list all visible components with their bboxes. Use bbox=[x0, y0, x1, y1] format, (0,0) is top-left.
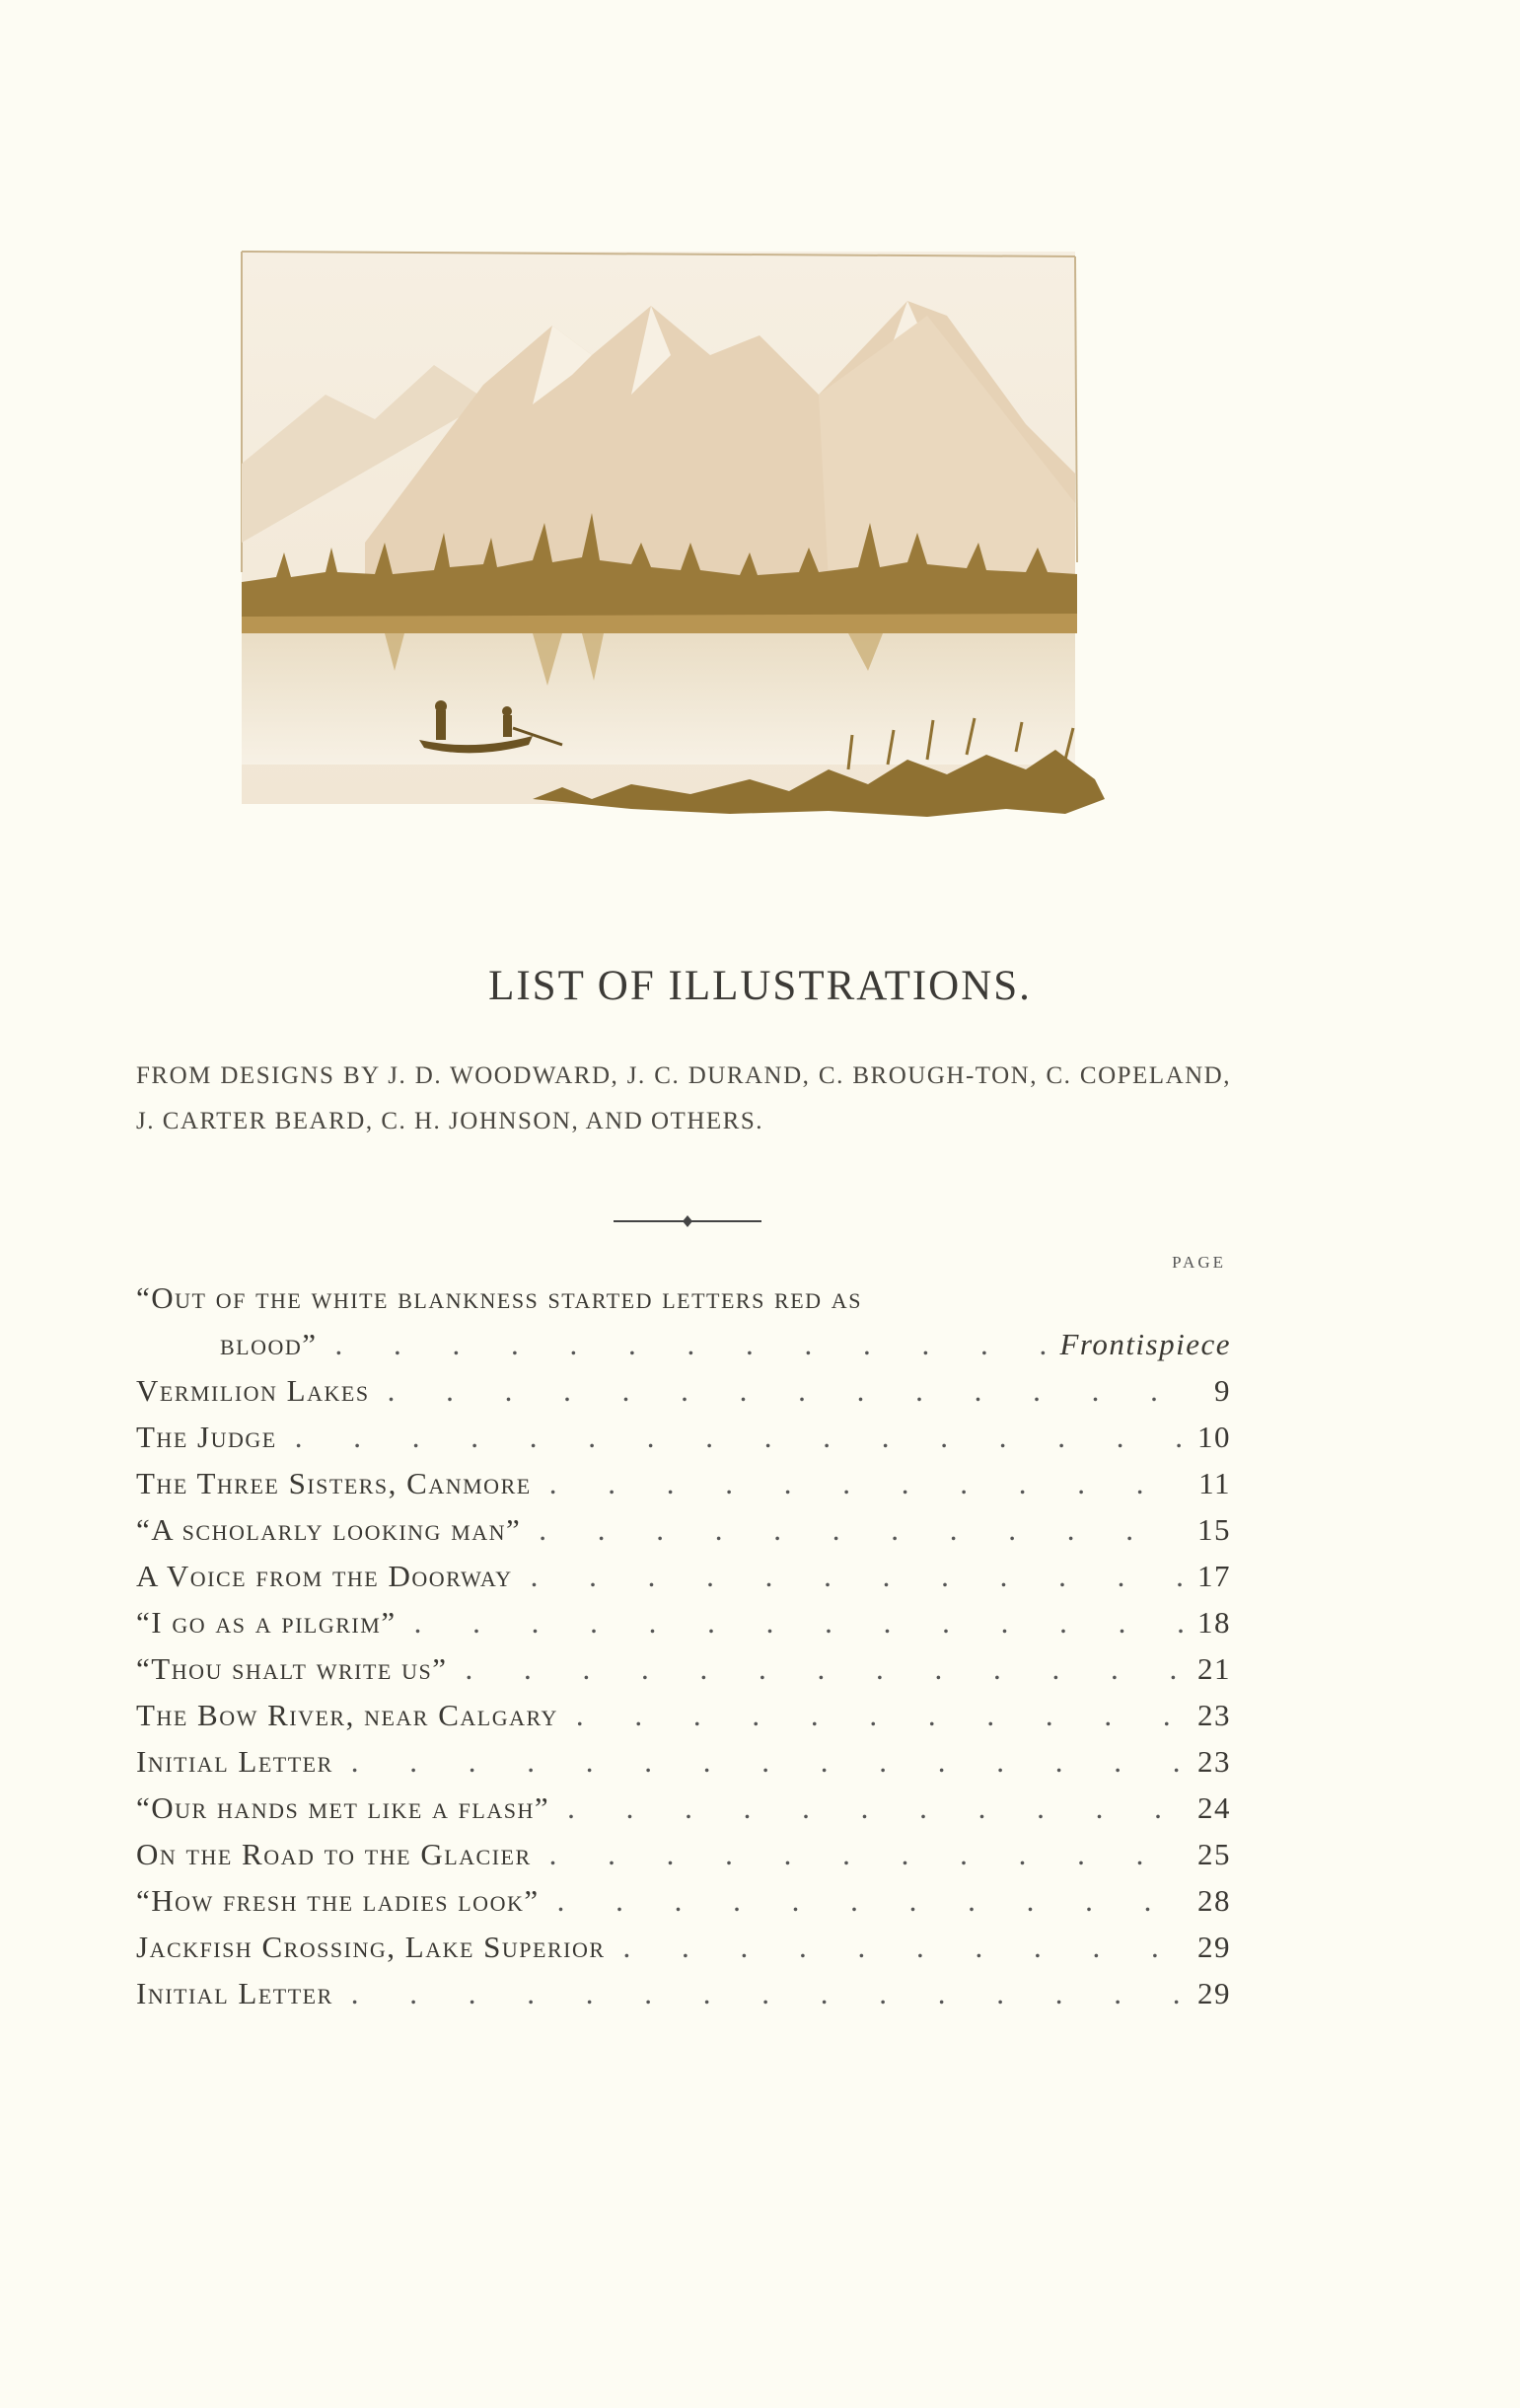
leader-dots bbox=[549, 1837, 1184, 1872]
page-title: LIST OF ILLUSTRATIONS. bbox=[488, 963, 1032, 1009]
list-entry bbox=[136, 1373, 1231, 1420]
list-entry bbox=[136, 1698, 1231, 1744]
illustrations-list bbox=[136, 1280, 1231, 2022]
leader-dots bbox=[557, 1883, 1184, 1919]
list-entry bbox=[136, 1327, 1231, 1373]
entry-page: 9 bbox=[1214, 1373, 1231, 1408]
list-entry bbox=[136, 1744, 1231, 1790]
entry-title: “Out of the white blankness started letters red as bbox=[136, 1280, 862, 1315]
leader-dots bbox=[539, 1512, 1184, 1548]
leader-dots bbox=[335, 1327, 1047, 1362]
entry-title: Initial Letter bbox=[136, 1744, 333, 1779]
entry-page: 11 bbox=[1198, 1466, 1231, 1500]
entry-title: “Our hands met like a flash” bbox=[136, 1790, 550, 1825]
entry-page: 28 bbox=[1197, 1883, 1231, 1918]
page-column-label: PAGE bbox=[1172, 1253, 1226, 1272]
entry-page: 29 bbox=[1197, 1976, 1231, 2010]
illustrator-credits: FROM DESIGNS BY J. D. WOODWARD, J. C. DURAND, C. BROUGH-TON, C. COPELAND, J. CARTER BEARD, C. H. JOHNSON, AND OTHERS. bbox=[136, 1062, 1231, 1134]
entry-title: On the Road to the Glacier bbox=[136, 1837, 532, 1871]
entry-title: A Voice from the Doorway bbox=[136, 1559, 513, 1593]
ornamental-divider bbox=[614, 1211, 761, 1231]
entry-title: The Judge bbox=[136, 1420, 277, 1454]
entry-page: 17 bbox=[1197, 1559, 1231, 1593]
leader-dots bbox=[567, 1790, 1184, 1826]
list-entry bbox=[136, 1976, 1231, 2022]
leader-dots bbox=[414, 1605, 1184, 1641]
list-entry bbox=[136, 1420, 1231, 1466]
leader-dots bbox=[351, 1976, 1184, 2011]
entry-title: The Three Sisters, Canmore bbox=[136, 1466, 532, 1500]
leader-dots bbox=[576, 1698, 1184, 1733]
list-entry bbox=[136, 1883, 1231, 1930]
entry-title: Vermilion Lakes bbox=[136, 1373, 370, 1408]
leader-dots bbox=[531, 1559, 1184, 1594]
entry-page: 24 bbox=[1197, 1790, 1231, 1825]
list-entry bbox=[136, 1651, 1231, 1698]
entry-title: “I go as a pilgrim” bbox=[136, 1605, 397, 1640]
leader-dots bbox=[466, 1651, 1184, 1687]
entry-title: “How fresh the ladies look” bbox=[136, 1883, 540, 1918]
list-entry bbox=[136, 1790, 1231, 1837]
list-entry bbox=[136, 1280, 1231, 1327]
entry-title: “A scholarly looking man” bbox=[136, 1512, 522, 1547]
entry-title: Jackfish Crossing, Lake Superior bbox=[136, 1930, 606, 1964]
leader-dots bbox=[351, 1744, 1184, 1780]
entry-page: 21 bbox=[1197, 1651, 1231, 1686]
entry-page: 15 bbox=[1197, 1512, 1231, 1547]
list-entry bbox=[136, 1512, 1231, 1559]
list-entry bbox=[136, 1605, 1231, 1651]
leader-dots bbox=[388, 1373, 1200, 1409]
list-entry bbox=[136, 1559, 1231, 1605]
entry-title: The Bow River, near Calgary bbox=[136, 1698, 558, 1732]
entry-title: “Thou shalt write us” bbox=[136, 1651, 448, 1686]
list-entry bbox=[136, 1837, 1231, 1883]
entry-page: Frontispiece bbox=[1059, 1327, 1231, 1361]
list-entry bbox=[136, 1466, 1231, 1512]
list-entry bbox=[136, 1930, 1231, 1976]
leader-dots bbox=[549, 1466, 1185, 1501]
leader-dots bbox=[295, 1420, 1184, 1455]
mountain-lake-vignette bbox=[237, 247, 1124, 839]
entry-page: 25 bbox=[1197, 1837, 1231, 1871]
entry-page: 10 bbox=[1197, 1420, 1231, 1454]
entry-page: 23 bbox=[1197, 1698, 1231, 1732]
entry-title: Initial Letter bbox=[136, 1976, 333, 2010]
entry-title: blood” bbox=[220, 1327, 318, 1361]
leader-dots bbox=[623, 1930, 1184, 1965]
entry-page: 23 bbox=[1197, 1744, 1231, 1779]
entry-page: 29 bbox=[1197, 1930, 1231, 1964]
entry-page: 18 bbox=[1197, 1605, 1231, 1640]
